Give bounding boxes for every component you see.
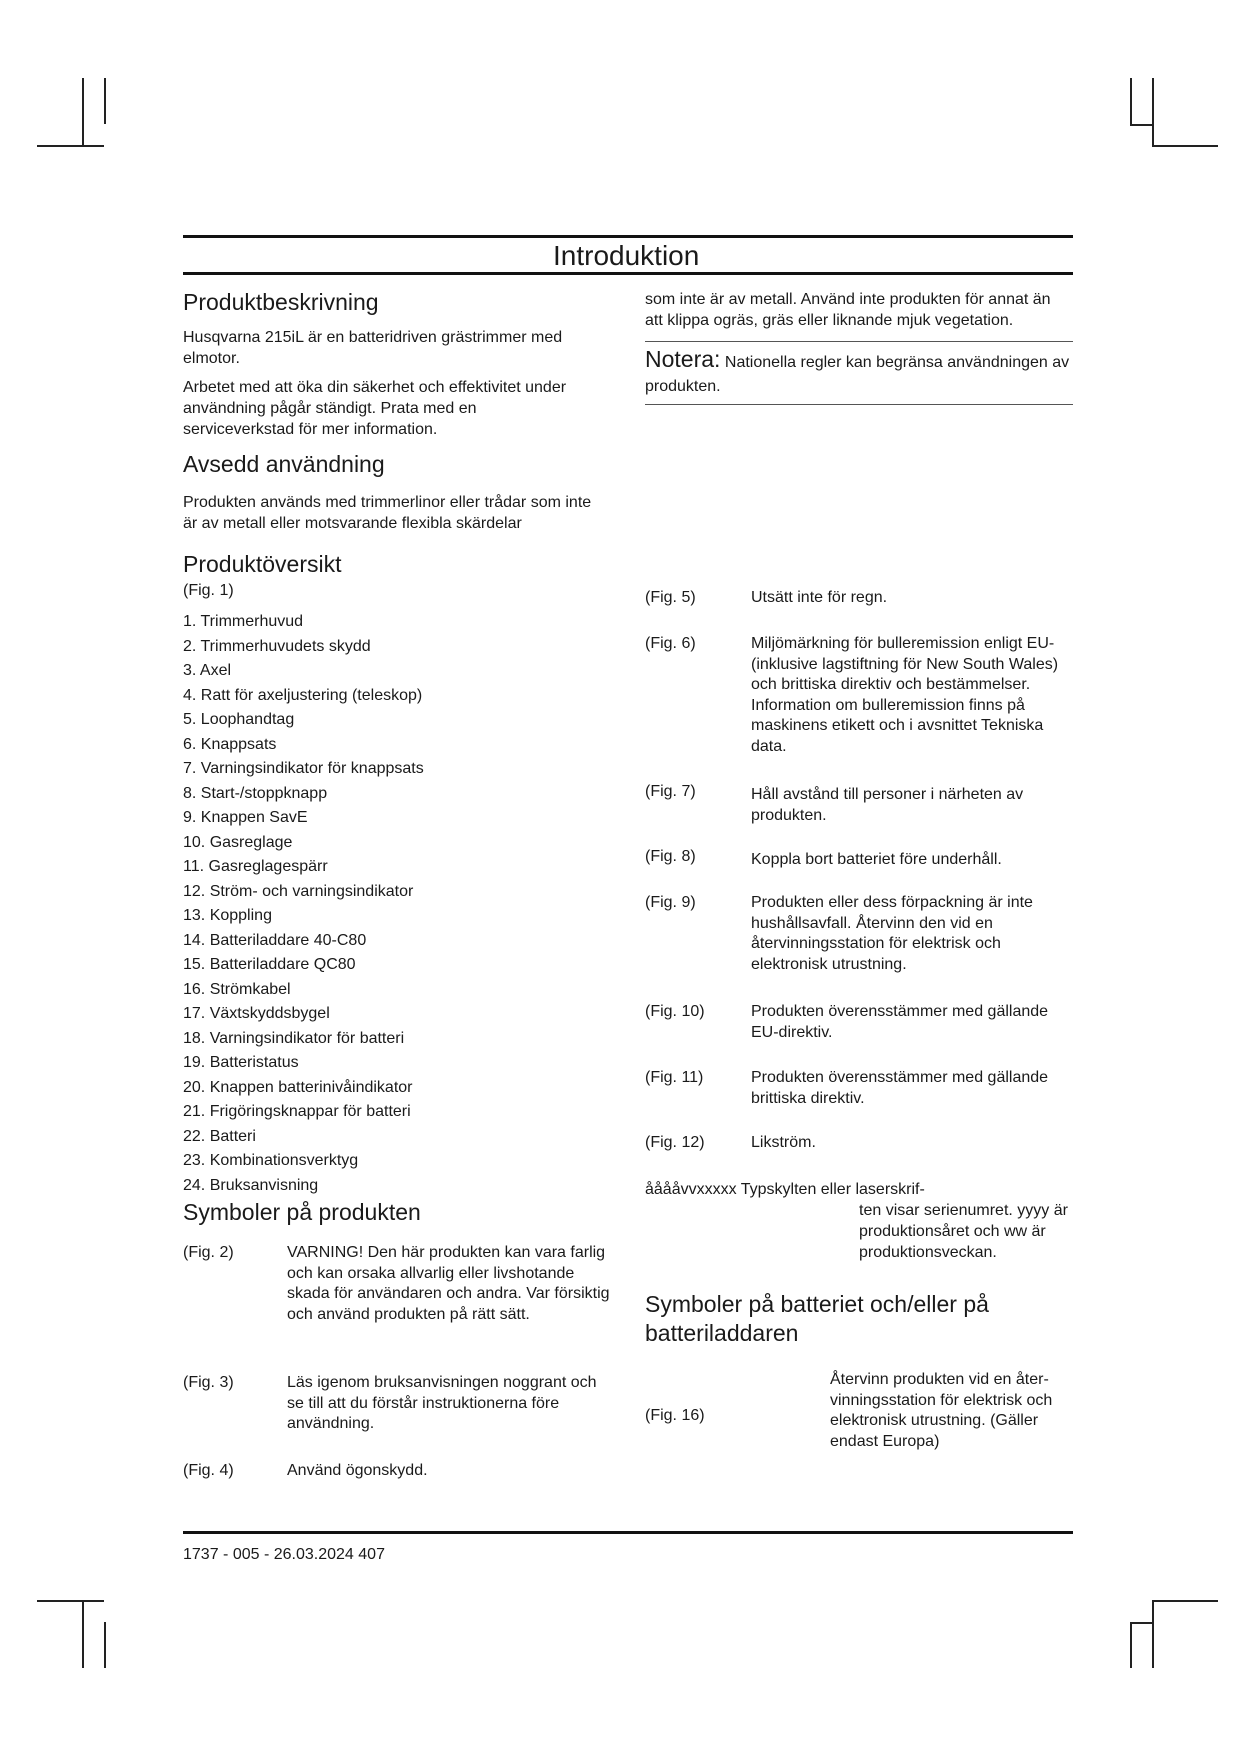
- list-item: 19. Batteristatus: [183, 1054, 299, 1071]
- list-item: 18. Varningsindikator för batteri: [183, 1029, 405, 1047]
- product-description-p2: Arbetet med att öka din säkerhet och effektivitet under användning pågår ständigt. Prata med en serviceverkstad för mer information.: [183, 379, 567, 438]
- symbol-description: Använd ögonskydd.: [287, 1462, 428, 1479]
- overview-fig-ref: (Fig. 1): [183, 582, 234, 599]
- crop-mark: [37, 145, 104, 147]
- intended-use-continuation: som inte är av metall. Använd inte produkten för annat än att klippa ogräs, gräs eller liknande mjuk vegetation.: [645, 291, 1051, 329]
- footer-rule: [183, 1531, 1073, 1534]
- header-rule-top: [183, 235, 1073, 238]
- serial-lead: Typskylten eller laserskrif-: [740, 1181, 925, 1198]
- list-item: 12. Ström- och varningsindikator: [183, 882, 414, 900]
- list-item: 16. Strömkabel: [183, 980, 291, 998]
- list-item: 6. Knappsats: [183, 735, 277, 753]
- note-box: [645, 346, 1073, 399]
- product-description-p1: Husqvarna 215iL är en batteridriven grästrimmer med elmotor.: [183, 329, 563, 367]
- note-label: Notera:: [645, 346, 721, 372]
- symbol-description: VARNING! Den här produkten kan vara farlig och kan orsaka allvarlig eller livshotande skada för användaren och andra. Var försiktig och använd produkten på rätt sätt.: [287, 1244, 610, 1323]
- list-item: 10. Gasreglage: [183, 833, 293, 851]
- symbol-description: Koppla bort batteriet före underhåll.: [751, 851, 1002, 868]
- list-item: 13. Koppling: [183, 907, 272, 924]
- list-item: 21. Frigöringsknappar för batteri: [183, 1103, 411, 1120]
- symbols-product-heading: Symboler på produkten: [183, 1199, 421, 1225]
- fig-ref: (Fig. 7): [645, 783, 696, 800]
- fig-ref: (Fig. 16): [645, 1407, 705, 1424]
- symbol-description: Utsätt inte för regn.: [751, 589, 888, 606]
- overview-heading: Produktöversikt: [183, 551, 342, 577]
- intended-use-heading: Avsedd användning: [183, 451, 385, 477]
- fig-ref: (Fig. 4): [183, 1462, 234, 1479]
- symbol-description: Produkten eller dess förpackning är inte hushållsavfall. Återvinn den vid en återvinningsstation för elektrisk och elektronisk utrustning.: [751, 894, 1033, 973]
- list-item: 24. Bruksanvisning: [183, 1176, 319, 1194]
- crop-mark: [1152, 78, 1154, 145]
- list-item: 23. Kombinationsverktyg: [183, 1152, 359, 1169]
- list-item: 4. Ratt för axeljustering (teleskop): [183, 686, 423, 704]
- footer: [183, 1546, 385, 1564]
- list-item: 17. Växtskyddsbygel: [183, 1005, 330, 1022]
- intended-use-p1: Produkten används med trimmerlinor eller trådar som inte är av metall eller motsvarande flexibla skärdelar: [183, 494, 592, 532]
- crop-mark: [37, 1600, 104, 1602]
- serial-code: ååååvvxxxxx: [645, 1181, 737, 1198]
- list-item: 2. Trimmerhuvudets skydd: [183, 637, 371, 655]
- fig-ref: (Fig. 5): [645, 589, 696, 606]
- serial-line: [645, 1179, 1073, 1200]
- symbol-description: Håll avstånd till personer i närheten av produkten.: [751, 786, 1024, 824]
- fig-ref: (Fig. 2): [183, 1244, 234, 1261]
- crop-mark: [104, 1622, 106, 1668]
- crop-mark: [104, 78, 106, 124]
- crop-mark: [1130, 78, 1132, 124]
- crop-mark: [1130, 1622, 1152, 1624]
- fig-ref: (Fig. 10): [645, 1003, 705, 1020]
- crop-mark: [1152, 1600, 1154, 1668]
- crop-mark: [1130, 1622, 1132, 1668]
- fig-ref: (Fig. 11): [645, 1069, 704, 1086]
- symbol-description: Läs igenom bruksanvisningen noggrant och se till att du förstår instruktionerna före användning.: [287, 1374, 597, 1432]
- symbol-description: Produkten överensstämmer med gällande EU-direktiv.: [751, 1003, 1049, 1041]
- product-description-heading: Produktbeskrivning: [183, 289, 379, 315]
- list-item: 5. Loophandtag: [183, 711, 295, 728]
- list-item: 20. Knappen batterinivåindikator: [183, 1078, 413, 1096]
- list-item: 22. Batteri: [183, 1127, 256, 1145]
- doc-code: 1737 - 005 - 26.03.2024: [183, 1546, 354, 1563]
- fig-ref: (Fig. 3): [183, 1374, 234, 1391]
- fig-ref: (Fig. 12): [645, 1134, 705, 1151]
- list-item: 15. Batteriladdare QC80: [183, 956, 356, 973]
- symbol-description: Återvinn produkten vid en åter-vinningsstation för elektrisk och elektronisk utrustning. (Gäller endast Europa): [830, 1371, 1053, 1450]
- crop-mark: [1152, 145, 1218, 147]
- crop-mark: [82, 78, 84, 145]
- list-item: 9. Knappen SavE: [183, 809, 308, 826]
- crop-mark: [1130, 124, 1152, 126]
- symbol-row-fig16: [645, 1370, 1073, 1458]
- note-text: Nationella regler kan begränsa användningen av produkten.: [645, 354, 1070, 395]
- symbol-description: Produkten överensstämmer med gällande brittiska direktiv.: [751, 1069, 1049, 1107]
- battery-symbols-heading: Symboler på batteriet och/eller på batteriladdaren: [645, 1291, 989, 1346]
- parts-list: [183, 610, 583, 1198]
- fig-ref: (Fig. 6): [645, 635, 696, 652]
- crop-mark: [1152, 1600, 1218, 1602]
- fig-ref: (Fig. 8): [645, 848, 696, 865]
- serial-rest: ten visar serienumret. yyyy är produktionsåret och ww är produktionsveckan.: [859, 1202, 1068, 1261]
- list-item: 8. Start-/stoppknapp: [183, 784, 328, 802]
- note-rule-top: [645, 341, 1073, 342]
- page-title: Introduktion: [553, 240, 700, 271]
- page-number: 407: [358, 1546, 385, 1563]
- list-item: 1. Trimmerhuvud: [183, 613, 304, 630]
- list-item: 11. Gasreglagespärr: [183, 858, 328, 875]
- symbol-description: Likström.: [751, 1134, 816, 1151]
- symbol-description: Miljömärkning för bulleremission enligt EU- (inklusive lagstiftning för New South Wales) och brittiska direktiv och bestämmelser. Information om bulleremission finns på maskinens etikett och i avsnittet Tekniska data.: [751, 635, 1059, 755]
- note-rule-bottom: [645, 404, 1073, 405]
- list-item: 3. Axel: [183, 662, 232, 679]
- fig-ref: (Fig. 9): [645, 894, 696, 911]
- crop-mark: [82, 1600, 84, 1668]
- header-rule-bottom: [183, 272, 1073, 275]
- list-item: 7. Varningsindikator för knappsats: [183, 760, 424, 777]
- list-item: 14. Batteriladdare 40-C80: [183, 931, 367, 949]
